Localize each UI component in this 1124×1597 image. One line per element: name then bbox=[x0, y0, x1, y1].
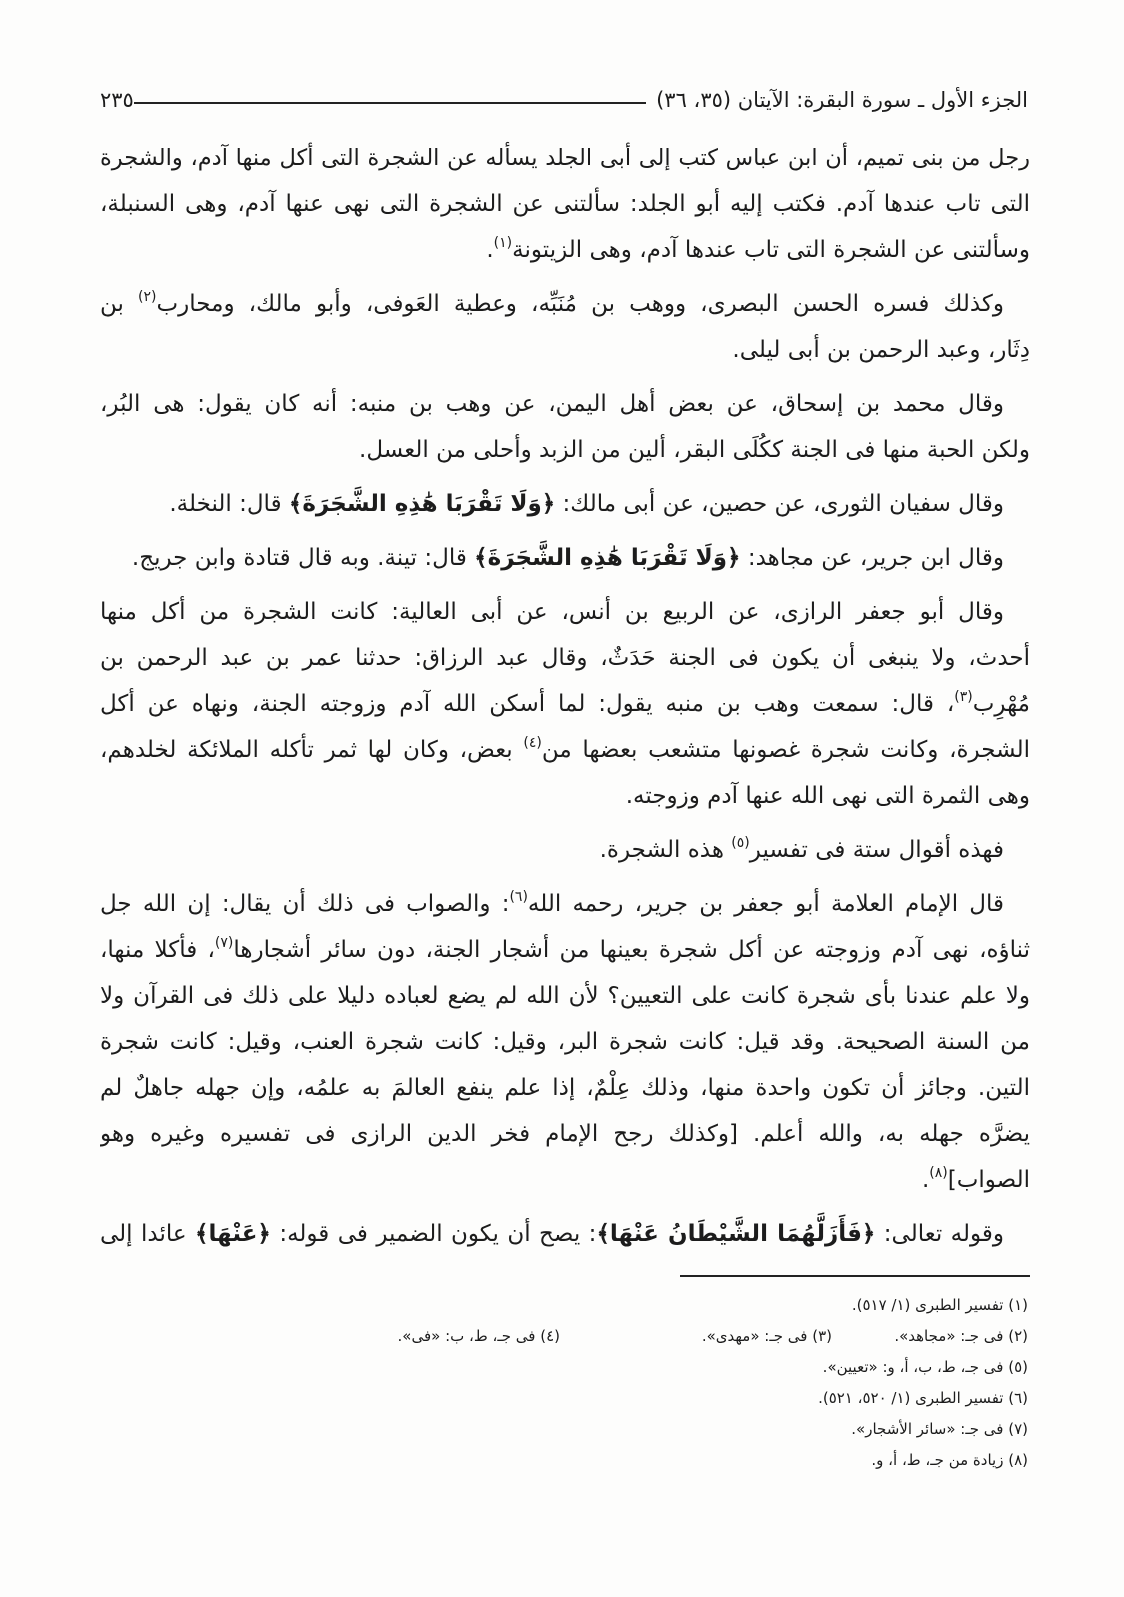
text-segment: قال الإمام العلامة أبو جعفر بن جرير، رحمه الله bbox=[527, 891, 1004, 917]
footnote-text: (٥) فى جـ، ط، ب، أ، و: «تعيين». bbox=[822, 1358, 1028, 1376]
text-segment: فهذه أقوال ستة فى تفسير bbox=[749, 837, 1004, 863]
footnote-text: (٨) زيادة من جـ، ط، أ، و. bbox=[871, 1451, 1028, 1469]
footnote-row bbox=[100, 1321, 1028, 1352]
text-line bbox=[100, 927, 1030, 973]
text-segment: هذه الشجرة. bbox=[599, 837, 732, 863]
footnote-marker: (٨) bbox=[929, 1165, 948, 1181]
text-line bbox=[100, 135, 1030, 181]
footnote-text: (٤) فى جـ، ط، ب: «فى». bbox=[397, 1327, 560, 1345]
text-line bbox=[100, 327, 1030, 373]
quran-verse: ﴿عَنْهَا﴾ bbox=[195, 1221, 271, 1247]
paragraph bbox=[100, 1211, 1030, 1257]
text-segment: التى تاب عندها آدم. فكتب إليه أبو الجلد: سألتنى عن الشجرة التى نهى عنها آدم، وهى السنبلة، bbox=[100, 191, 1030, 217]
paragraph bbox=[100, 481, 1030, 527]
text-segment: قال: النخلة. bbox=[169, 491, 289, 517]
footnote-text: (٧) فى جـ: «سائر الأشجار». bbox=[851, 1420, 1028, 1438]
text-line bbox=[100, 881, 1030, 927]
text-line bbox=[100, 1065, 1030, 1111]
text-segment: عائدا إلى bbox=[100, 1221, 196, 1247]
page-number: ٢٣٥ bbox=[100, 88, 134, 112]
paragraph bbox=[100, 535, 1030, 581]
paragraph bbox=[100, 135, 1030, 273]
text-line bbox=[100, 381, 1030, 427]
text-line bbox=[100, 281, 1030, 327]
header-title: الجزء الأول ـ سورة البقرة: الآيتان (٣٥، ٣٦) bbox=[656, 88, 1028, 112]
text-segment: الصواب] bbox=[947, 1167, 1030, 1193]
footnote-text: (١) تفسير الطبرى (١/ ٥١٧). bbox=[851, 1296, 1028, 1314]
text-line bbox=[100, 1019, 1030, 1065]
text-segment: رجل من بنى تميم، أن ابن عباس كتب إلى أبى الجلد يسأله عن الشجرة التى أكل منها آدم، والشجرة bbox=[100, 145, 1030, 171]
paragraph bbox=[100, 881, 1030, 1203]
text-line bbox=[100, 681, 1030, 727]
text-line bbox=[100, 535, 1030, 581]
text-line bbox=[100, 635, 1030, 681]
footnote-marker: (٤) bbox=[523, 735, 542, 751]
footnote-marker: (٣) bbox=[954, 689, 973, 705]
text-segment: وقال أبو جعفر الرازى، عن الربيع بن أنس، عن أبى العالية: كانت الشجرة من أكل منها bbox=[100, 599, 1004, 625]
text-segment: ولا علم عندنا بأى شجرة كانت على التعيين؟ لأن الله لم يضع لعباده دليلا على ذلك فى القرآن ولا bbox=[100, 983, 1030, 1009]
paragraph bbox=[100, 589, 1030, 819]
text-line bbox=[100, 727, 1030, 773]
footnote-marker: (٧) bbox=[214, 935, 234, 951]
text-line bbox=[100, 427, 1030, 473]
footnote-marker: (٦) bbox=[509, 889, 528, 905]
text-line bbox=[100, 827, 1030, 873]
footnote bbox=[100, 1290, 1028, 1321]
text-segment: ولكن الحبة منها فى الجنة ككُلَى البقر، ألين من الزبد وأحلى من العسل. bbox=[359, 437, 1030, 463]
text-segment: وسألتنى عن الشجرة التى تاب عندها آدم، وهى الزيتونة bbox=[512, 237, 1030, 263]
text-segment: أحدث، ولا ينبغى أن يكون فى الجنة حَدَثٌ، وقال عبد الرزاق: حدثنا عمر بن عبد الرحمن بن bbox=[100, 645, 1030, 671]
quran-verse: ﴿فَأَزَلَّهُمَا الشَّيْطَانُ عَنْهَا﴾ bbox=[596, 1221, 876, 1247]
footnote-text: (٦) تفسير الطبرى (١/ ٥٢٠، ٥٢١). bbox=[818, 1389, 1028, 1407]
footnote-marker: (١) bbox=[493, 235, 513, 251]
text-segment: ثناؤه، نهى آدم وزوجته عن أكل شجرة بعينها من أشجار الجنة، دون سائر أشجارها bbox=[233, 937, 1030, 963]
footnote bbox=[100, 1414, 1028, 1445]
footnote-separator bbox=[680, 1275, 1030, 1277]
footnote-marker: (٥) bbox=[731, 835, 750, 851]
text-segment: من السنة الصحيحة. وقد قيل: كانت شجرة البر، وقيل: كانت شجرة العنب، وقيل: كانت شجرة bbox=[100, 1029, 1030, 1055]
text-segment: الشجرة، وكانت شجرة غصونها متشعب بعضها من bbox=[541, 737, 1030, 763]
text-segment: وقال محمد بن إسحاق، عن بعض أهل اليمن، عن وهب بن منبه: أنه كان يقول: هى البُر، bbox=[100, 391, 1004, 417]
text-line bbox=[100, 227, 1030, 273]
text-segment: وكذلك فسره الحسن البصرى، ووهب بن مُنَبِّه، وعطية العَوفى، وأبو مالك، ومحارب bbox=[156, 291, 1004, 317]
footnote bbox=[100, 1352, 1028, 1383]
text-segment: ، فأكلا منها، bbox=[100, 937, 215, 963]
footnote bbox=[100, 1445, 1028, 1476]
text-segment: بعض، وكان لها ثمر تأكله الملائكة لخلدهم، bbox=[100, 737, 524, 763]
text-segment: : يصح أن يكون الضمير فى قوله: bbox=[270, 1221, 597, 1247]
quran-verse: ﴿وَلَا تَقْرَبَا هَٰذِهِ الشَّجَرَةَ﴾ bbox=[288, 491, 556, 517]
text-segment: : والصواب فى ذلك أن يقال: إن الله جل bbox=[100, 891, 510, 917]
footnotes bbox=[100, 1290, 1028, 1476]
text-segment: وقوله تعالى: bbox=[875, 1221, 1004, 1247]
paragraph bbox=[100, 827, 1030, 873]
text-line bbox=[100, 589, 1030, 635]
text-segment: دِثَار، وعبد الرحمن بن أبى ليلى. bbox=[732, 337, 1030, 363]
text-line bbox=[100, 1211, 1030, 1257]
text-segment: وقال ابن جرير، عن مجاهد: bbox=[740, 545, 1004, 571]
paragraph bbox=[100, 281, 1030, 373]
footnote bbox=[100, 1383, 1028, 1414]
text-segment: . bbox=[921, 1167, 930, 1193]
footnote-text: (٣) فى جـ: «مهدى». bbox=[701, 1327, 832, 1345]
text-line bbox=[100, 1157, 1030, 1203]
running-header bbox=[100, 84, 1028, 116]
text-segment: قال: تينة. وبه قال قتادة وابن جريج. bbox=[131, 545, 475, 571]
paragraph bbox=[100, 381, 1030, 473]
text-segment: بن bbox=[100, 291, 139, 317]
text-line bbox=[100, 773, 1030, 819]
text-segment: التين. وجائز أن تكون واحدة منها، وذلك عِلْمٌ، إذا علم ينفع العالمَ به علمُه، وإن جهله جاهلٌ لم bbox=[100, 1075, 1030, 1101]
main-text bbox=[100, 135, 1030, 1257]
footnote-text: (٢) فى جـ: «مجاهد». bbox=[894, 1327, 1028, 1345]
text-segment: ، قال: سمعت وهب بن منبه يقول: لما أسكن الله آدم وزوجته الجنة، ونهاه عن أكل bbox=[100, 691, 955, 717]
text-segment: وهى الثمرة التى نهى الله عنها آدم وزوجته. bbox=[625, 783, 1030, 809]
text-line bbox=[100, 481, 1030, 527]
text-segment: يضرَّه جهله به، والله أعلم. [وكذلك رجح الإمام فخر الدين الرازى فى تفسيره وغيره وهو bbox=[100, 1121, 1030, 1147]
quran-verse: ﴿وَلَا تَقْرَبَا هَٰذِهِ الشَّجَرَةَ﴾ bbox=[474, 545, 741, 571]
text-segment: وقال سفيان الثورى، عن حصين، عن أبى مالك: bbox=[555, 491, 1004, 517]
footnote-marker: (٢) bbox=[138, 289, 157, 305]
text-segment: . bbox=[486, 237, 494, 263]
header-rule bbox=[134, 102, 646, 104]
text-line bbox=[100, 1111, 1030, 1157]
text-line bbox=[100, 973, 1030, 1019]
text-segment: مُهْرِب bbox=[972, 691, 1030, 717]
text-line bbox=[100, 181, 1030, 227]
